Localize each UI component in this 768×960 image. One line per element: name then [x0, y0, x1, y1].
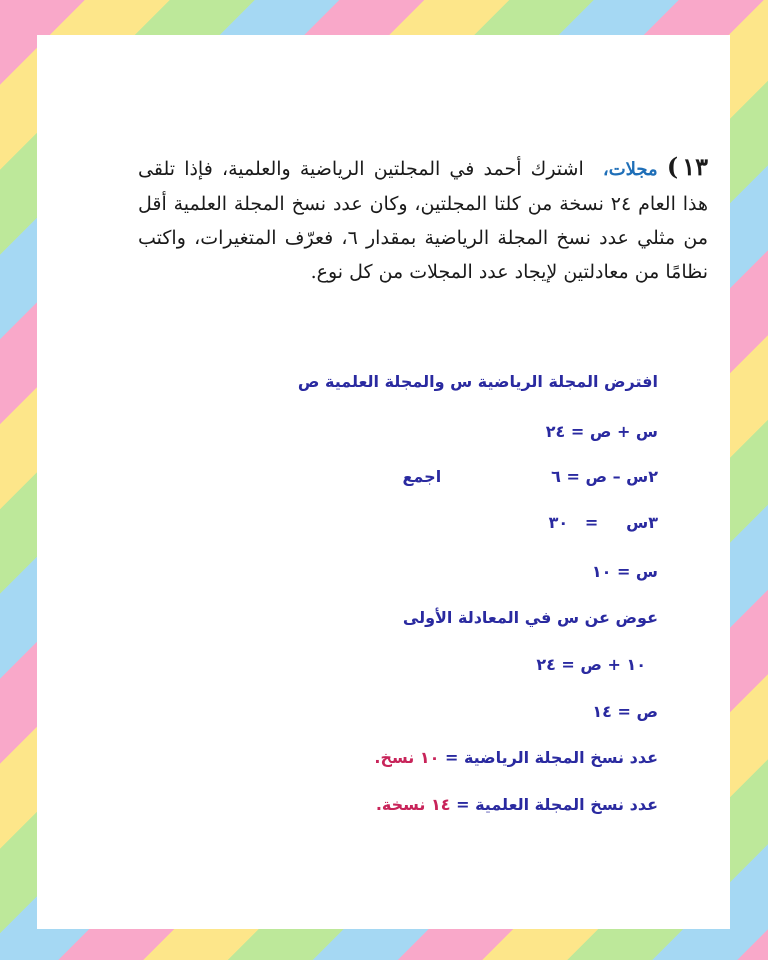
equation-1: س + ص = ٢٤	[545, 422, 658, 441]
equation-4: س = ١٠	[591, 562, 658, 581]
assumption-line: افترض المجلة الرياضية س والمجلة العلمية ص	[297, 372, 658, 391]
equation-2: ٢س – ص = ٦	[551, 467, 658, 486]
question-paren: )	[666, 152, 679, 181]
equation-6: ص = ١٤	[592, 702, 658, 721]
result-math-row	[374, 748, 658, 767]
question-number: ١٣	[682, 152, 708, 181]
result-science-value: ١٤ نسخة.	[375, 795, 451, 814]
question-text: اشترك أحمد في المجلتين الرياضية والعلمية، فإذا تلقى هذا العام ٢٤ نسخة من كلتا المجلتين، وكان عدد نسخ المجلة العلمية أقل من مثلي عدد نسخ المجلة الرياضية بمقدار ٦، فعرّف المتغيرات، واكتب نظامًا من معادلتين لإيجاد عدد المجلات من كل نوع.	[138, 158, 709, 283]
problem-statement	[138, 150, 708, 289]
result-science-row	[376, 795, 658, 814]
equation-3: ٣س = ٣٠	[548, 513, 658, 532]
add-label: اجمع	[402, 467, 442, 486]
substitute-line: عوض عن س في المعادلة الأولى	[402, 608, 658, 627]
question-title: مجلات،	[602, 159, 658, 180]
result-math-value: ١٠ نسخ.	[374, 748, 440, 767]
equation-5: ١٠ + ص = ٢٤	[536, 655, 646, 674]
result-math-label: عدد نسخ المجلة الرياضية =	[444, 748, 658, 767]
result-science-label: عدد نسخ المجلة العلمية =	[456, 795, 658, 814]
equation-2-row	[403, 467, 659, 486]
